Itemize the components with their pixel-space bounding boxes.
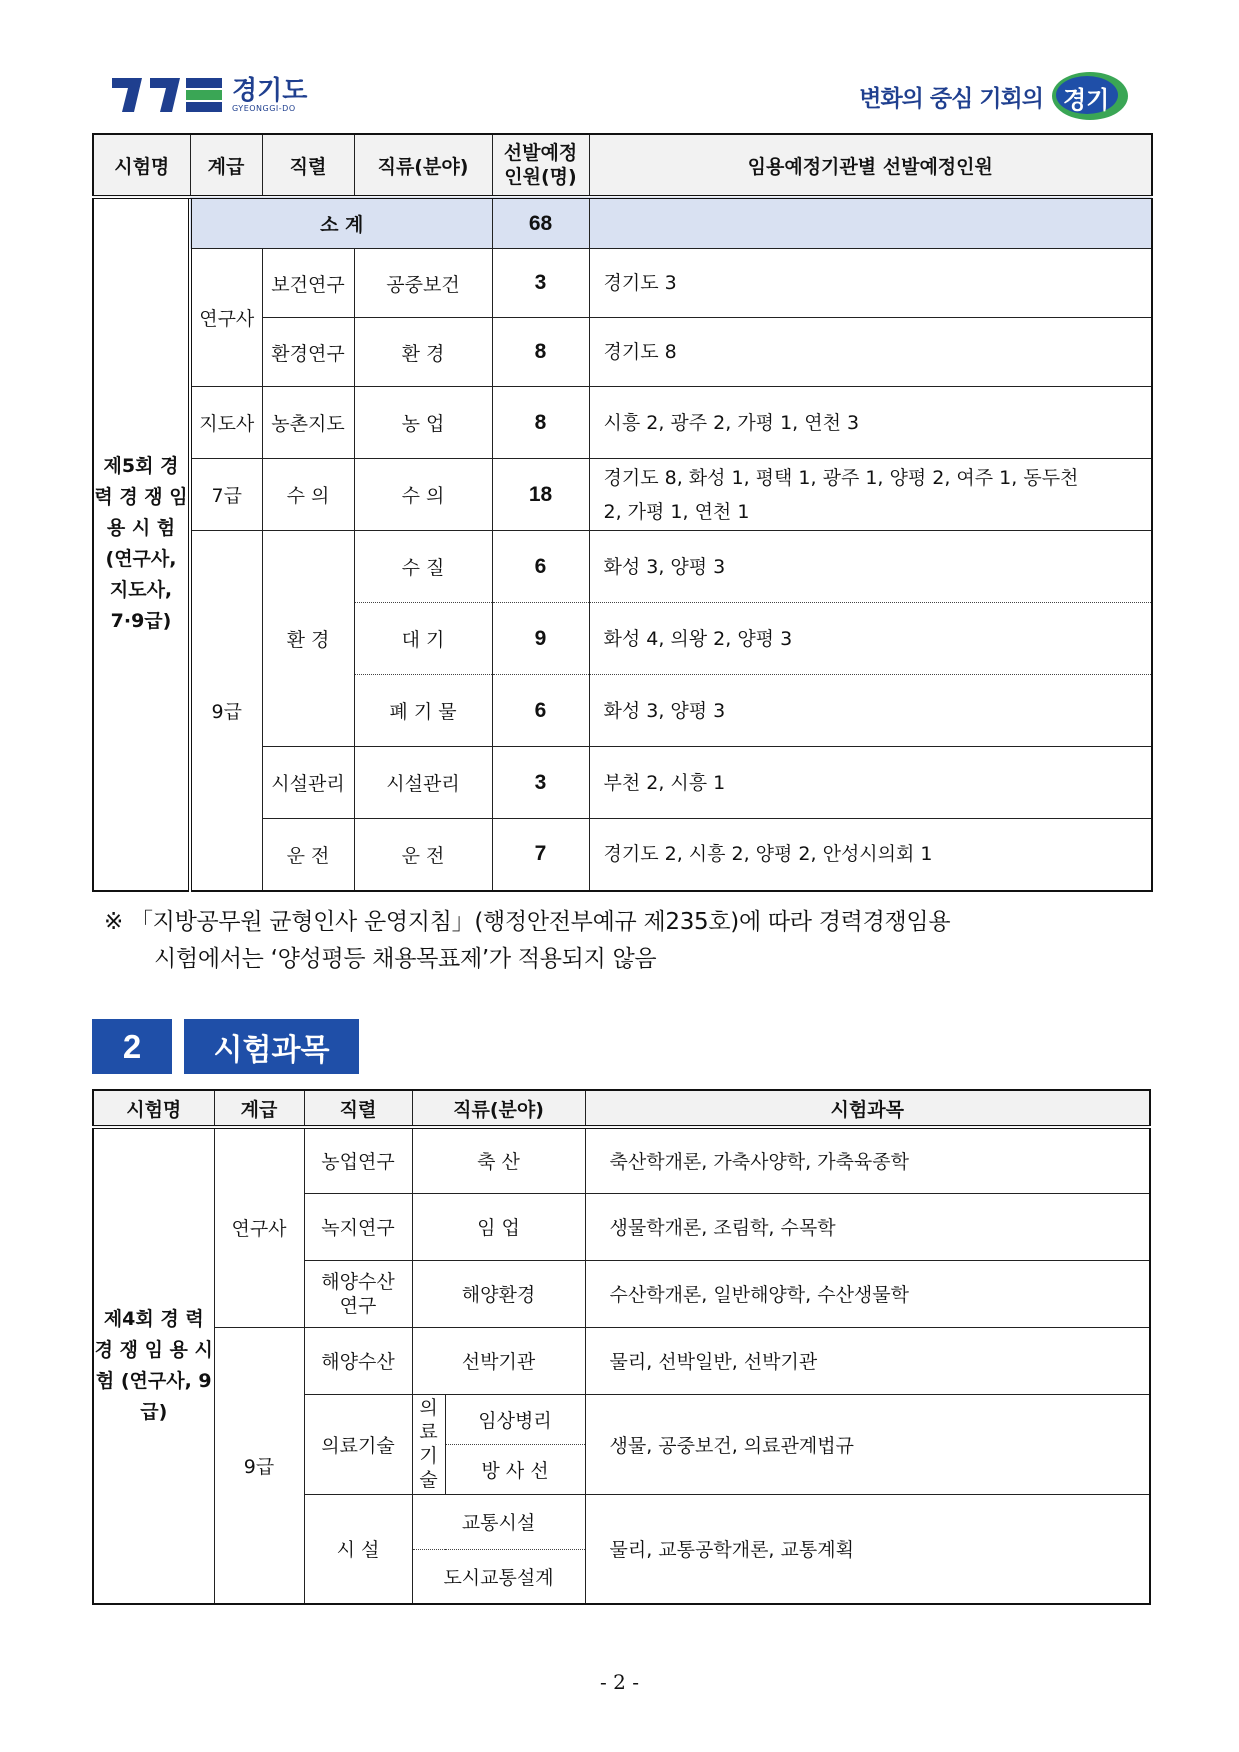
table-row [93, 249, 1152, 318]
grade-cell: 연구사 [190, 249, 262, 387]
note-line-1: ※ 「지방공무원 균형인사 운영지침」(행정안전부예규 제235호)에 따라 경력경쟁임용 [104, 909, 951, 935]
subjects-cell: 물리, 교통공학개론, 교통계획 [585, 1494, 1150, 1604]
table-row [93, 531, 1152, 603]
grade-cell: 9급 [214, 1327, 304, 1604]
field-cell: 수 질 [354, 531, 492, 603]
field-cell: 대 기 [354, 603, 492, 675]
table-row [93, 1127, 1150, 1193]
field-group-cell: 의료기술 [412, 1394, 445, 1494]
count-cell: 7 [492, 819, 589, 891]
field-cell: 농 업 [354, 387, 492, 459]
org-name-en: GYEONGGI-DO [232, 103, 296, 113]
field-cell: 임 업 [412, 1193, 585, 1260]
subjects-cell: 생물, 공중보건, 의료관계법규 [585, 1394, 1150, 1494]
agencies-cell: 경기도 3 [589, 249, 1152, 318]
series-cell: 시 설 [304, 1494, 412, 1604]
page-number: - 2 - [600, 1670, 639, 1694]
slogan-badge-text: 경기 [1063, 86, 1110, 114]
table-header-row [93, 134, 1152, 197]
table-header-row [93, 1090, 1150, 1127]
gyeonggi-symbol-icon [112, 74, 222, 116]
exam-name-cell: 제5회 경 력 경 쟁 임 용 시 험 (연구사, 지도사, 7·9급) [93, 197, 190, 891]
table-row [93, 1327, 1150, 1394]
subjects-cell: 물리, 선박일반, 선박기관 [585, 1327, 1150, 1394]
field-cell: 폐 기 물 [354, 675, 492, 747]
grade-cell: 지도사 [190, 387, 262, 459]
count-cell: 8 [492, 387, 589, 459]
series-cell: 농업연구 [304, 1127, 412, 1193]
agencies-cell: 화성 4, 의왕 2, 양평 3 [589, 603, 1152, 675]
field-cell: 운 전 [354, 819, 492, 891]
grade-cell: 연구사 [214, 1127, 304, 1327]
field-cell: 시설관리 [354, 747, 492, 819]
subjects-cell: 수산학개론, 일반해양학, 수산생물학 [585, 1260, 1150, 1327]
slogan-logo [859, 70, 1131, 122]
field-cell: 교통시설 [412, 1494, 585, 1549]
agencies-cell: 경기도 2, 시흥 2, 양평 2, 안성시의회 1 [589, 819, 1152, 891]
header-series: 직렬 [262, 134, 354, 197]
field-cell: 도시교통설계 [412, 1549, 585, 1604]
agencies-cell: 경기도 8, 화성 1, 평택 1, 광주 1, 양평 2, 여주 1, 동두천 2, 가평 1, 연천 1 [589, 459, 1152, 531]
subtotal-value: 68 [492, 197, 589, 249]
series-cell: 농촌지도 [262, 387, 354, 459]
slogan-badge [1049, 70, 1131, 122]
header-grade: 계급 [190, 134, 262, 197]
note-line-2: 시험에서는 ‘양성평등 채용목표제’가 적용되지 않음 [154, 946, 657, 972]
series-cell: 보건연구 [262, 249, 354, 318]
field-cell: 공중보건 [354, 249, 492, 318]
series-cell: 환경연구 [262, 318, 354, 387]
gender-quota-note [104, 904, 1164, 978]
header-field: 직류(분야) [412, 1090, 585, 1127]
series-cell: 수 의 [262, 459, 354, 531]
subtotal-label: 소 계 [190, 197, 492, 249]
agencies-cell: 화성 3, 양평 3 [589, 531, 1152, 603]
header-subjects: 시험과목 [585, 1090, 1150, 1127]
header-field: 직류(분야) [354, 134, 492, 197]
org-name: 경기도 [232, 75, 308, 106]
count-cell: 9 [492, 603, 589, 675]
grade-cell: 7급 [190, 459, 262, 531]
count-cell: 8 [492, 318, 589, 387]
header-exam: 시험명 [93, 134, 190, 197]
field-cell: 환 경 [354, 318, 492, 387]
series-cell: 녹지연구 [304, 1193, 412, 1260]
header-planned: 선발예정 인원(명) [492, 134, 589, 197]
series-cell: 환 경 [262, 531, 354, 747]
header-series: 직렬 [304, 1090, 412, 1127]
count-cell: 18 [492, 459, 589, 531]
header-grade: 계급 [214, 1090, 304, 1127]
section-heading [92, 1019, 359, 1074]
subjects-cell: 축산학개론, 가축사양학, 가축육종학 [585, 1127, 1150, 1193]
table-row [93, 387, 1152, 459]
count-cell: 3 [492, 249, 589, 318]
subtotal-row [93, 197, 1152, 249]
header-agencies: 임용예정기관별 선발예정인원 [589, 134, 1152, 197]
field-cell: 방 사 선 [445, 1444, 585, 1494]
gyeonggi-logo [112, 74, 307, 116]
series-cell: 운 전 [262, 819, 354, 891]
series-cell: 해양수산 연구 [304, 1260, 412, 1327]
field-cell: 선박기관 [412, 1327, 585, 1394]
count-cell: 6 [492, 531, 589, 603]
agencies-cell: 시흥 2, 광주 2, 가평 1, 연천 3 [589, 387, 1152, 459]
field-cell: 해양환경 [412, 1260, 585, 1327]
subjects-table [92, 1089, 1151, 1605]
subjects-cell: 생물학개론, 조림학, 수목학 [585, 1193, 1150, 1260]
series-cell: 해양수산 [304, 1327, 412, 1394]
agencies-cell: 경기도 8 [589, 318, 1152, 387]
section-number: 2 [92, 1019, 172, 1074]
field-cell: 축 산 [412, 1127, 585, 1193]
count-cell: 3 [492, 747, 589, 819]
recruitment-table [92, 133, 1153, 892]
count-cell: 6 [492, 675, 589, 747]
field-cell: 임상병리 [445, 1394, 585, 1444]
header-exam: 시험명 [93, 1090, 214, 1127]
agencies-cell: 부천 2, 시흥 1 [589, 747, 1152, 819]
subtotal-empty [589, 197, 1152, 249]
series-cell: 시설관리 [262, 747, 354, 819]
section-title: 시험과목 [184, 1019, 359, 1074]
grade-cell: 9급 [190, 531, 262, 891]
table-row [93, 459, 1152, 531]
slogan-text: 변화의 중심 기회의 [859, 85, 1043, 112]
agencies-cell: 화성 3, 양평 3 [589, 675, 1152, 747]
exam-name-cell: 제4회 경 력 경 쟁 임 용 시 험 (연구사, 9급) [93, 1127, 214, 1604]
series-cell: 의료기술 [304, 1394, 412, 1494]
field-cell: 수 의 [354, 459, 492, 531]
